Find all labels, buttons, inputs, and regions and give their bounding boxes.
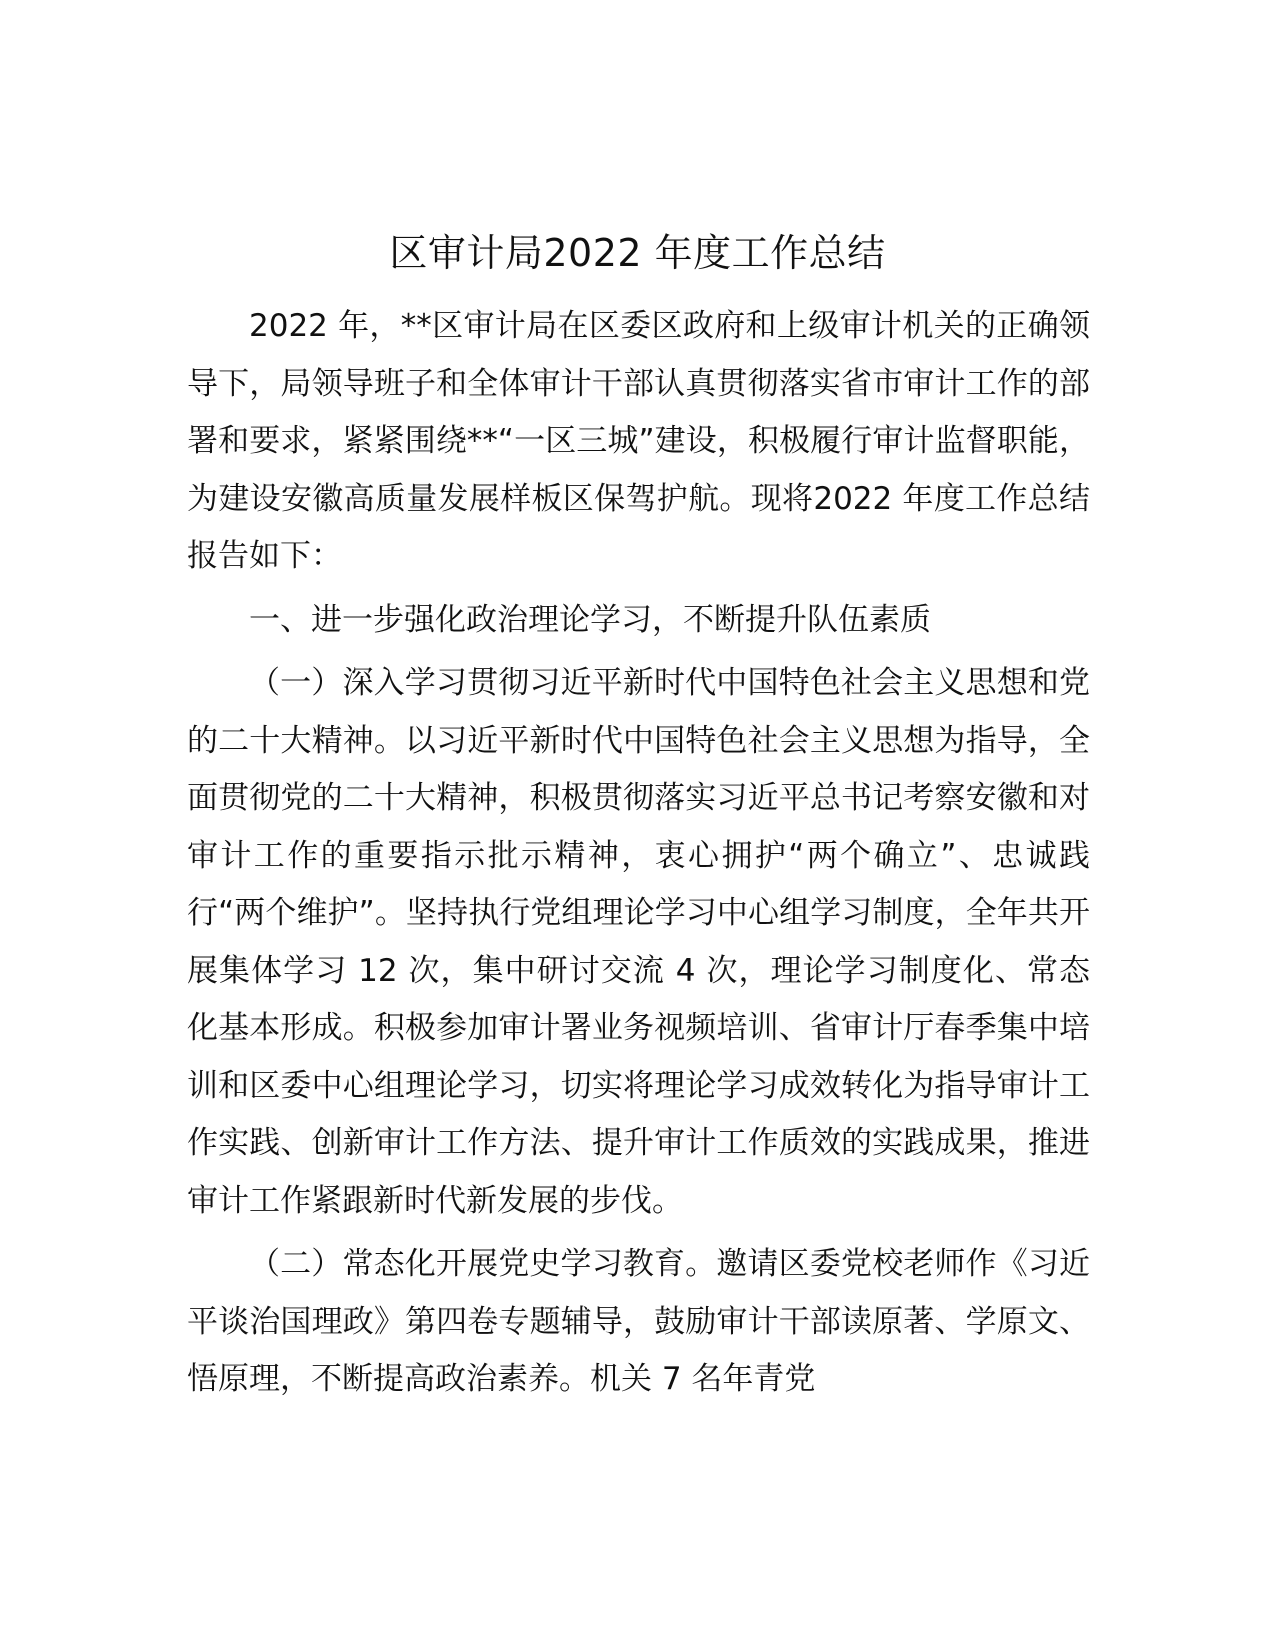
subsection-paragraph-1: （一）深入学习贯彻习近平新时代中国特色社会主义思想和党的二十大精神。以习近平新时代中国特色社会主义思想为指导，全面贯彻党的二十大精神，积极贯彻落实习近平总书记考察安徽和对审计工作的重要指示批示精神，衷心拥护“两个确立”、忠诚践行“两个维护”。坚持执行党组理论学习中心组学习制度，全年共开展集体学习 12 次，集中研讨交流 4 次，理论学习制度化、常态化基本形成。积极参加审计署业务视频培训、省审计厅春季集中培训和区委中心组理论学习，切实将理论学习成效转化为指导审计工作实践、创新审计工作方法、提升审计工作质效的实践成果，推进审计工作紧跟新时代新发展的步伐。 — [187, 665, 1090, 1219]
intro-paragraph: 2022 年，**区审计局在区委区政府和上级审计机关的正确领导下，局领导班子和全体审计干部认真贯彻落实省市审计工作的部署和要求，紧紧围绕**“一区三城”建设，积极履行审计监督职能，为建设安徽高质量发展样板区保驾护航。现将2022 年度工作总结报告如下： — [187, 308, 1090, 574]
section-heading-1: 一、进一步强化政治理论学习，不断提升队伍素质 — [249, 601, 931, 638]
document-title: 区审计局2022 年度工作总结 — [389, 231, 886, 275]
subsection-paragraph-2: （二）常态化开展党史学习教育。邀请区委党校老师作《习近平谈治国理政》第四卷专题辅导，鼓励审计干部读原著、学原文、悟原理，不断提高政治素养。机关 7 名年青党 — [187, 1246, 1090, 1397]
document-body — [187, 298, 1090, 1409]
